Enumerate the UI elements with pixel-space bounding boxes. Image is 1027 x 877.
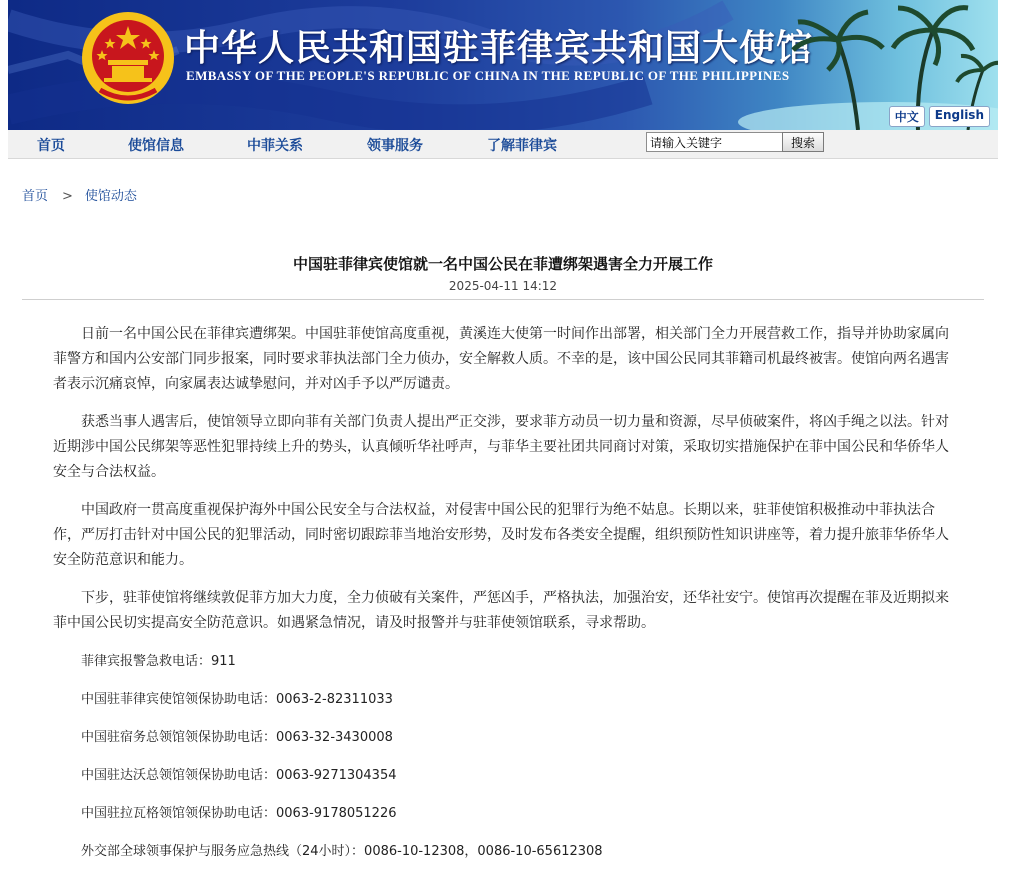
breadcrumb-section-link[interactable]: 使馆动态 — [84, 189, 137, 204]
search-input[interactable] — [646, 132, 784, 152]
contact-line: 菲律宾报警急救电话：911 — [81, 654, 236, 669]
contact-line: 外交部全球领事保护与服务应急热线（24小时）：0086-10-12308，0086-10-65612308 — [81, 844, 603, 859]
breadcrumb — [22, 185, 137, 204]
contact-line: 中国驻拉瓦格领馆领保协助电话：0063-9178051226 — [81, 806, 397, 821]
contact-line: 中国驻达沃总领馆领保协助电话：0063-9271304354 — [81, 768, 397, 783]
nav-item-relations[interactable]: 中菲关系 — [247, 138, 303, 154]
breadcrumb-separator: > — [62, 189, 73, 204]
lang-en-button[interactable]: English — [929, 106, 990, 127]
site-title-cn: 中华人民共和国驻菲律宾共和国大使馆 — [184, 27, 814, 69]
title-divider — [22, 299, 984, 300]
contact-line: 中国驻宿务总领馆领保协助电话：0063-32-3430008 — [81, 730, 393, 745]
article-paragraph: 获悉当事人遇害后，使馆领导立即向菲有关部门负责人提出严正交涉，要求菲方动员一切力量和资源，尽早侦破案件，将凶手绳之以法。针对近期涉中国公民绑架等恶性犯罪持续上升的势头，认真倾听华社呼声，与菲华主要社团共同商讨对策，采取切实措施保护在菲中国公民和华侨华人安全与合法权益。 — [53, 414, 949, 480]
national-emblem-icon — [80, 10, 176, 106]
search-button[interactable]: 搜索 — [782, 132, 824, 152]
nav-item-philippines[interactable]: 了解菲律宾 — [487, 138, 557, 154]
main-nav — [8, 130, 998, 159]
header-banner — [8, 0, 998, 130]
article-paragraph: 日前一名中国公民在菲律宾遭绑架。中国驻菲使馆高度重视，黄溪连大使第一时间作出部署，相关部门全力开展营救工作，指导并协助家属向菲警方和国内公安部门同步报案，同时要求菲执法部门全力侦办，安全解救人质。不幸的是，该中国公民同其菲籍司机最终被害。使馆向两名遇害者表示沉痛哀悼，向家属表达诚挚慰问，并对凶手予以严厉谴责。 — [53, 326, 949, 392]
language-switcher — [889, 106, 990, 127]
article-paragraph: 下步，驻菲使馆将继续敦促菲方加大力度，全力侦破有关案件，严惩凶手，严格执法，加强治安，还华社安宁。使馆再次提醒在菲及近期拟来菲中国公民切实提高安全防范意识。如遇紧急情况，请及时报警并与驻菲使领馆联系，寻求帮助。 — [53, 590, 949, 631]
article-paragraph: 中国政府一贯高度重视保护海外中国公民安全与合法权益，对侵害中国公民的犯罪行为绝不姑息。长期以来，驻菲使馆积极推动中菲执法合作，严厉打击针对中国公民的犯罪活动，同时密切跟踪菲当地治安形势，及时发布各类安全提醒，组织预防性知识讲座等，着力提升旅菲华侨华人安全防范意识和能力。 — [53, 502, 949, 568]
nav-item-embassy-info[interactable]: 使馆信息 — [128, 138, 184, 154]
breadcrumb-home-link[interactable]: 首页 — [22, 189, 49, 204]
contact-line: 中国驻菲律宾使馆领保协助电话：0063-2-82311033 — [81, 692, 393, 707]
article-body — [53, 322, 956, 877]
nav-item-consular[interactable]: 领事服务 — [367, 138, 423, 154]
article-title: 中国驻菲律宾使馆就一名中国公民在菲遭绑架遇害全力开展工作 — [292, 255, 713, 273]
nav-item-home[interactable]: 首页 — [37, 138, 65, 154]
lang-cn-button[interactable]: 中文 — [889, 106, 925, 127]
site-title-en: EMBASSY OF THE PEOPLE'S REPUBLIC OF CHINA IN THE REPUBLIC OF THE PHILIPPINES — [186, 68, 790, 83]
article-date: 2025-04-11 14:12 — [448, 279, 558, 293]
